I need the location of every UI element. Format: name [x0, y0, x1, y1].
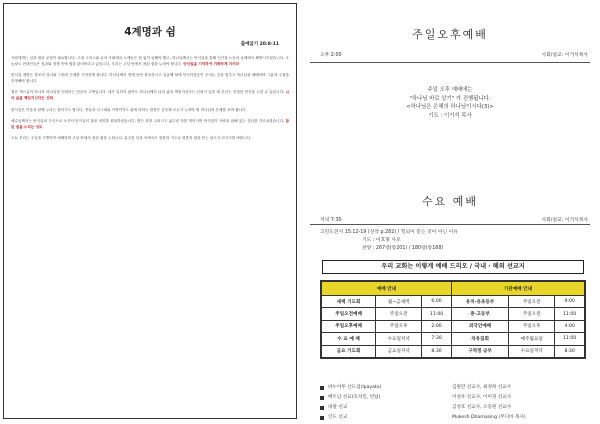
afternoon-leader: 사회/설교: 이거석목사 [541, 53, 588, 58]
table-row: 주일오전예배 주일오전 11:00 중·고등부 주일오전 11:00 [322, 308, 585, 320]
afternoon-service-title: 주일오후예배 [412, 28, 488, 41]
sermon-source: 출애굽기 20:8-11 [240, 42, 279, 47]
afternoon-time: 오후 2:00 [320, 53, 342, 58]
sermon-paragraph: 쉼은 게으름이 아니라 하나님을 신뢰하는 믿음의 고백입니다. 내가 일하지 않아도 하나님께서 나의 삶을 책임지신다는 신뢰가 있을 때 우리는 진정한 안식을 누릴 수 있습니다. 나의 삶을 책임지신다는 신뢰 [11, 90, 289, 100]
afternoon-service-info [320, 51, 588, 58]
sermon-paragraph: 오늘 우리는 주일을 구별하여 예배하며 주님 안에서 참된 쉼을 누립니다. 분주한 일상 속에서도 말씀과 기도로 영혼의 쉼을 얻는 성도가 되시기를 바랍니다. [11, 136, 252, 141]
wednesday-service-info [320, 216, 588, 223]
bullet-icon [320, 406, 324, 410]
schedule-header-left: 예배 안내 [322, 282, 452, 296]
table-row: 새벽 기도회 월~금새벽 6:00 유치·유초등부 주일오전 9:00 [322, 296, 585, 308]
sermon-title: 4계명과 쉼 [124, 26, 176, 38]
bullet-icon [320, 396, 324, 400]
list-item: 네팔 선교 김성호 선교사, 오동원 선교사 [310, 404, 592, 414]
list-item: 바누아투 산도섬(Ipayato) 김원만 선교사, 최경희 선교사 [310, 384, 592, 394]
divider [310, 224, 590, 225]
wednesday-time: 저녁 7:30 [320, 218, 342, 223]
sermon-paragraph: 예수님께서는 안식일의 주인으로 오셔서 안식일의 참된 의미를 회복하셨습니다. 병든 자를 고치시고 굶주린 자를 먹이시며 안식일이 사람을 위해 있는 것임을 가르치셨습니다. 참된 쉼을 누리는 성도 [11, 119, 289, 129]
highlight: 안식일을 기억하여 거룩하게 지키라 [183, 61, 240, 66]
schedule-header-right: 기관예배 안내 [451, 282, 584, 296]
table-row: 금요 기도회 금요일저녁 8:30 구역정 공부 수요일저녁 8:30 [322, 345, 585, 357]
sermon-paragraph: 안식일은 이웃과 함께 누리는 쉼이기도 합니다. 종들과 나그네와 가축까지도 쉬게 하라는 말씀은 공동체 모두가 누려야 할 하나님의 은혜를 보여 줍니다. [11, 107, 247, 112]
bullet-icon [320, 416, 324, 420]
table-row: 주일오후예배 주일오후 2:00 외국인예배 주일오후 4:00 [322, 320, 585, 332]
afternoon-notice: 주일 오후 예배에는 "하나님 바로 알기" 가 진행됩니다. <하나님은 은혜의 하나님이시다(3)> 기도 : 이기석 목사 [406, 87, 494, 119]
sermon-paragraph: 사람에게는 일과 쉼의 균형이 필요합니다. 고대 그리스와 로마 사회에서 노예들은 쉼 없이 일해야 했고, 하나님께서는 안식일을 통해 인간을 노동의 굴레에서 해방시키셨습니다. 오늘날도 현대인들은 성과와 경쟁 속에 쉼을 잃어버리고 있습니다. 우리는 주님 안에서 참된 쉼을 누려야 합니다. 안식일을 기억하여 거룩하게 지키라 [11, 56, 289, 66]
highlight: 참된 쉼을 누리는 성도 [11, 119, 289, 129]
missions-list [310, 384, 592, 424]
worship-schedule-table [320, 280, 586, 359]
wednesday-prayer: 기도 : 이호철 사모 [362, 238, 401, 243]
wednesday-hymns: 찬양 : 267장(통201) / 180장(통168) [362, 246, 444, 251]
wednesday-service-title: 수요 예배 [421, 195, 478, 208]
bullet-icon [320, 386, 324, 390]
highlight: 나의 삶을 책임지신다는 신뢰 [11, 90, 289, 100]
sermon-paragraph: 안식일 계명은 창조의 질서와 구원의 은혜를 기억하게 합니다. 하나님께서 엿새 동안 창조하시고 일곱째 날에 안식하셨듯이 우리도 일을 멈추고 하나님을 예배하며 그분의 주권을 인정해야 합니다. [11, 73, 289, 83]
wednesday-leader: 사회/설교: 이거석목사 [541, 218, 588, 223]
divider [310, 62, 590, 63]
wednesday-scripture: 고린도전서 15:12-19 (신약 p.282) / 헛되이 믿는 것이 아닌 이유 [320, 230, 458, 235]
sermon-column [3, 3, 297, 419]
worship-guide-banner: 우리 교회는 이렇게 예배 드리오 / 국내 · 해외 선교지 [322, 260, 584, 274]
worship-column [302, 0, 598, 424]
table-row: 수 요 예 배 수요일저녁 7:30 치유집회 매주월요일 11:00 [322, 333, 585, 345]
list-item: 베트남 선교(호치민, 빈탑) 이성우 선교사, 이미경 선교사 [310, 394, 592, 404]
list-item: 인도 선교 Mukesh Dhamasing (무디바 목사) [310, 414, 592, 424]
